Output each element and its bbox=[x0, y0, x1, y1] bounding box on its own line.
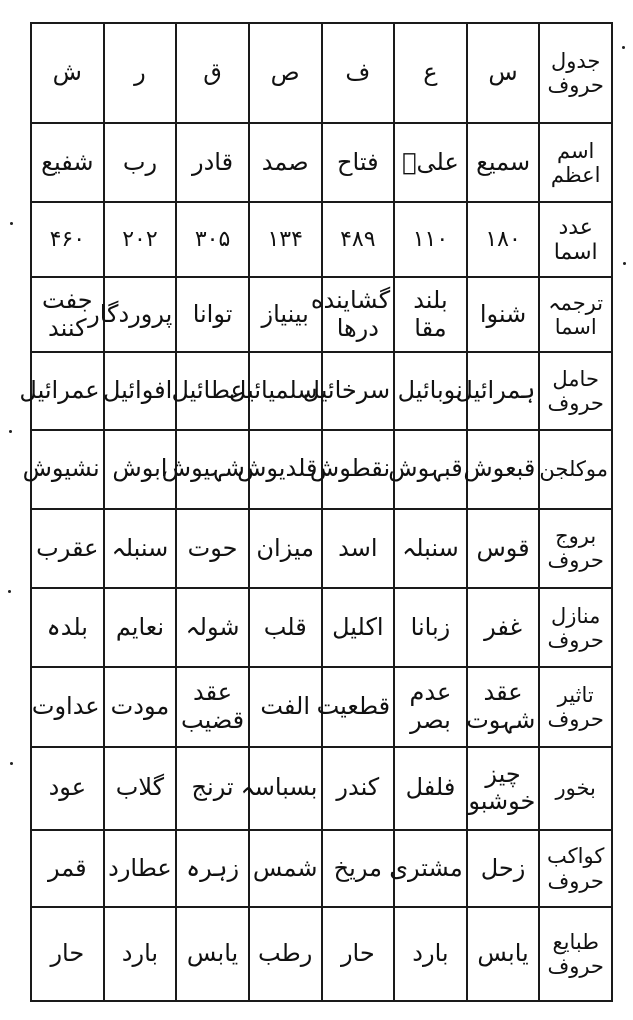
table-cell: اکلیل bbox=[322, 588, 395, 667]
row-label: عدد اسما bbox=[539, 202, 612, 277]
table-cell: گشاینده درها bbox=[322, 277, 395, 352]
row-label: بخور bbox=[539, 747, 612, 830]
table-cell: رب bbox=[104, 123, 177, 202]
table-cell: کندر bbox=[322, 747, 395, 830]
row-label: طبایع حروف bbox=[539, 907, 612, 1001]
table-cell: ترنج bbox=[176, 747, 249, 830]
table-cell: قمر bbox=[31, 830, 104, 907]
table-cell: عقد قضیب bbox=[176, 667, 249, 746]
table-cell: یابس bbox=[176, 907, 249, 1001]
table-cell: توانا bbox=[176, 277, 249, 352]
table-cell: عداوت bbox=[31, 667, 104, 746]
table-cell: علیؔ bbox=[394, 123, 467, 202]
table-cell: عقرب bbox=[31, 509, 104, 588]
table-cell: س bbox=[467, 23, 540, 123]
table-cell: بلدہ bbox=[31, 588, 104, 667]
table-cell: مودت bbox=[104, 667, 177, 746]
table-row bbox=[31, 277, 612, 352]
table-row bbox=[31, 202, 612, 277]
table-cell: رطب bbox=[249, 907, 322, 1001]
table-cell: عقد شہوت bbox=[467, 667, 540, 746]
table-cell: سمیع bbox=[467, 123, 540, 202]
table-cell: شنوا bbox=[467, 277, 540, 352]
table-cell: قطعیت bbox=[322, 667, 395, 746]
row-label: تاثیر حروف bbox=[539, 667, 612, 746]
row-label: ترجمہ اسما bbox=[539, 277, 612, 352]
table-cell: ش bbox=[31, 23, 104, 123]
table-cell: صمد bbox=[249, 123, 322, 202]
table-cell: ۴۸۹ bbox=[322, 202, 395, 277]
table-cell: ابوش bbox=[104, 430, 177, 509]
table-cell: بسباسہ bbox=[249, 747, 322, 830]
table-cell: قبعوش bbox=[467, 430, 540, 509]
table-cell: نشیوش bbox=[31, 430, 104, 509]
table-cell: زبانا bbox=[394, 588, 467, 667]
margin-dot bbox=[10, 222, 13, 225]
row-label: منازل حروف bbox=[539, 588, 612, 667]
table-cell: زہرہ bbox=[176, 830, 249, 907]
table-cell: فلفل bbox=[394, 747, 467, 830]
table-cell: چیز خوشبو bbox=[467, 747, 540, 830]
table-cell: عدم بصر bbox=[394, 667, 467, 746]
table-row bbox=[31, 123, 612, 202]
table-cell: عود bbox=[31, 747, 104, 830]
table-cell: قادر bbox=[176, 123, 249, 202]
table-row bbox=[31, 830, 612, 907]
table-row bbox=[31, 430, 612, 509]
table-cell: ۱۱۰ bbox=[394, 202, 467, 277]
table-cell: سرخائیل bbox=[322, 352, 395, 429]
letters-table bbox=[19, 22, 613, 1002]
table-cell: الفت bbox=[249, 667, 322, 746]
row-label: اسم اعظم bbox=[539, 123, 612, 202]
table-row bbox=[31, 509, 612, 588]
margin-dot bbox=[623, 262, 626, 265]
table-cell: پروردگار bbox=[104, 277, 177, 352]
table-cell: ۴۶۰ bbox=[31, 202, 104, 277]
table-cell: بینیاز bbox=[249, 277, 322, 352]
table-cell: عطائیل bbox=[176, 352, 249, 429]
table-cell: سنبلہ bbox=[104, 509, 177, 588]
table-cell: ۳۰۵ bbox=[176, 202, 249, 277]
table-cell: ف bbox=[322, 23, 395, 123]
row-label: موکلجن bbox=[539, 430, 612, 509]
table-cell: افوائیل bbox=[104, 352, 177, 429]
table-row bbox=[31, 747, 612, 830]
row-label: بروج حروف bbox=[539, 509, 612, 588]
table-cell: حار bbox=[322, 907, 395, 1001]
table-cell: شمس bbox=[249, 830, 322, 907]
margin-dot bbox=[8, 590, 11, 593]
row-label: کواکب حروف bbox=[539, 830, 612, 907]
table-cell: یابس bbox=[467, 907, 540, 1001]
table-row bbox=[31, 352, 612, 429]
table-cell: سلمیائیل bbox=[249, 352, 322, 429]
table-cell: غفر bbox=[467, 588, 540, 667]
table-cell: ۲۰۲ bbox=[104, 202, 177, 277]
table-cell: ۱۳۴ bbox=[249, 202, 322, 277]
table-row bbox=[31, 588, 612, 667]
table-cell: سنبلہ bbox=[394, 509, 467, 588]
table-cell: شفیع bbox=[31, 123, 104, 202]
table-row bbox=[31, 23, 612, 123]
table-cell: قبہوش bbox=[394, 430, 467, 509]
table-cell: مریخ bbox=[322, 830, 395, 907]
table-cell: ر bbox=[104, 23, 177, 123]
table-cell: ص bbox=[249, 23, 322, 123]
margin-dot bbox=[622, 46, 625, 49]
table-cell: فتاح bbox=[322, 123, 395, 202]
table-cell: قوس bbox=[467, 509, 540, 588]
table-cell: عطارد bbox=[104, 830, 177, 907]
table-cell: گلاب bbox=[104, 747, 177, 830]
row-label: حامل حروف bbox=[539, 352, 612, 429]
table-cell: قلب bbox=[249, 588, 322, 667]
table-cell: ع bbox=[394, 23, 467, 123]
table-cell: قلدیوش bbox=[249, 430, 322, 509]
margin-dot bbox=[9, 430, 12, 433]
margin-dot bbox=[10, 762, 13, 765]
table-cell: حوت bbox=[176, 509, 249, 588]
table-cell: نقطوش bbox=[322, 430, 395, 509]
table-cell: اسد bbox=[322, 509, 395, 588]
table-cell: نعایم bbox=[104, 588, 177, 667]
table-cell: نوبائیل bbox=[394, 352, 467, 429]
table-cell: میزان bbox=[249, 509, 322, 588]
table-cell: ۱۸۰ bbox=[467, 202, 540, 277]
table-cell: بارد bbox=[394, 907, 467, 1001]
table-cell: مشتری bbox=[394, 830, 467, 907]
table-cell: جفت کنند bbox=[31, 277, 104, 352]
table-row bbox=[31, 907, 612, 1001]
table-cell: ہمرائیل bbox=[467, 352, 540, 429]
table-cell: شولہ bbox=[176, 588, 249, 667]
table-cell: عمرائیل bbox=[31, 352, 104, 429]
row-label: جدول حروف bbox=[539, 23, 612, 123]
table-cell: بلند مقا bbox=[394, 277, 467, 352]
table-cell: زحل bbox=[467, 830, 540, 907]
table-row bbox=[31, 667, 612, 746]
table-cell: شہیوش bbox=[176, 430, 249, 509]
table-cell: حار bbox=[31, 907, 104, 1001]
table-cell: بارد bbox=[104, 907, 177, 1001]
table-cell: ق bbox=[176, 23, 249, 123]
